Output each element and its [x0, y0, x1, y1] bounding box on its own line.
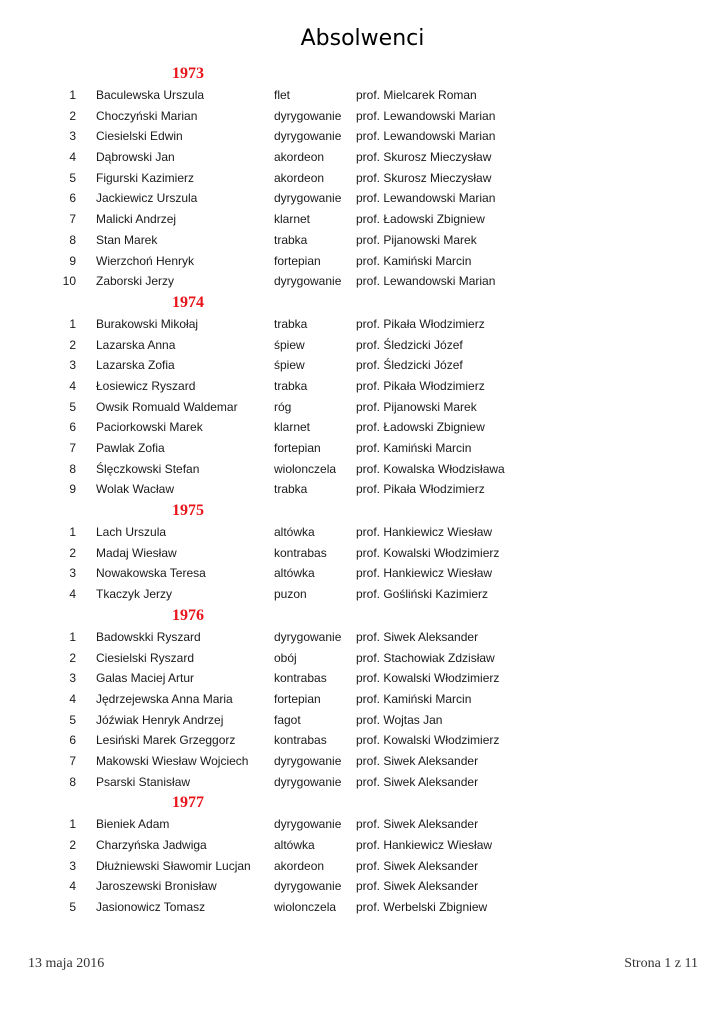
instrument: trabka — [274, 482, 308, 497]
graduate-name: Ślęczkowski Stefan — [96, 461, 200, 476]
instrument: śpiew — [274, 337, 305, 352]
professor: prof. Lewandowski Marian — [356, 191, 496, 206]
professor: prof. Siwek Aleksander — [356, 817, 479, 832]
instrument: fortepian — [274, 441, 321, 455]
professor: prof. Pijanowski Marek — [356, 232, 477, 247]
row-number: 2 — [69, 545, 76, 560]
instrument: dyrygowanie — [274, 108, 342, 123]
graduate-name: Wierzchoń Henryk — [96, 253, 195, 268]
instrument: dyrygowanie — [274, 817, 342, 832]
graduate-name: Madaj Wiesław — [96, 545, 177, 560]
row-number: 5 — [69, 712, 76, 727]
row-number: 5 — [69, 399, 76, 414]
instrument: fortepian — [274, 691, 321, 706]
graduate-row — [0, 271, 725, 292]
professor: prof. Hankiewicz Wiesław — [356, 566, 493, 581]
instrument: dyrygowanie — [274, 879, 342, 894]
professor: prof. Gośliński Kazimierz — [356, 587, 489, 602]
row-number: 3 — [69, 129, 76, 144]
row-number: 1 — [69, 629, 76, 644]
graduate-name: Bieniek Adam — [96, 817, 170, 832]
graduate-name: Dąbrowski Jan — [96, 150, 175, 165]
graduate-name: Malicki Andrzej — [96, 212, 177, 227]
professor: prof. Wojtas Jan — [356, 712, 443, 727]
row-number: 8 — [69, 461, 76, 476]
instrument: dyrygowanie — [274, 753, 342, 768]
instrument: dyrygowanie — [274, 774, 342, 789]
graduate-name: Owsik Romuald Waldemar — [96, 399, 238, 414]
graduate-row — [0, 584, 725, 605]
professor: prof. Śledzicki Józef — [356, 337, 463, 352]
row-number: 10 — [62, 274, 76, 289]
graduate-name: Zaborski Jerzy — [96, 274, 175, 289]
instrument: dyrygowanie — [274, 274, 342, 289]
row-number: 2 — [69, 108, 76, 123]
year-heading: 1976 — [172, 606, 204, 624]
professor: prof. Pikała Włodzimierz — [356, 378, 485, 393]
graduate-row — [0, 730, 725, 751]
professor: prof. Ładowski Zbigniew — [356, 212, 485, 227]
graduate-row — [0, 106, 725, 127]
graduate-row — [0, 627, 725, 648]
professor: prof. Kamiński Marcin — [356, 691, 472, 706]
graduate-row — [0, 876, 725, 897]
graduate-name: Jóźwiak Henryk Andrzej — [96, 712, 224, 727]
graduate-row — [0, 648, 725, 669]
row-number: 9 — [69, 482, 76, 497]
footer-page-number: Strona 1 z 11 — [624, 956, 698, 971]
instrument: kontrabas — [274, 733, 327, 748]
graduate-row — [0, 856, 725, 877]
row-number: 4 — [69, 879, 76, 894]
page-title: Absolwenci — [300, 26, 425, 51]
instrument: altówka — [274, 838, 315, 852]
graduate-name: Galas Maciej Artur — [96, 671, 195, 686]
row-number: 2 — [69, 650, 76, 665]
graduate-name: Jędrzejewska Anna Maria — [96, 691, 233, 706]
graduate-row — [0, 668, 725, 689]
row-number: 8 — [69, 774, 76, 789]
instrument: klarnet — [274, 212, 311, 227]
professor: prof. Hankiewicz Wiesław — [356, 838, 493, 852]
instrument: dyrygowanie — [274, 629, 342, 644]
row-number: 5 — [69, 170, 76, 185]
graduates-list — [0, 63, 725, 918]
graduate-name: Choczyński Marian — [96, 108, 198, 123]
graduate-name: Nowakowska Teresa — [96, 566, 206, 581]
graduate-row — [0, 417, 725, 438]
graduate-name: Wolak Wacław — [96, 482, 175, 497]
graduate-name: Badowskki Ryszard — [96, 629, 201, 644]
professor: prof. Stachowiak Zdzisław — [356, 650, 495, 665]
graduate-row — [0, 897, 725, 918]
graduate-name: Lazarska Zofia — [96, 358, 175, 373]
instrument: trabka — [274, 316, 308, 331]
graduate-row — [0, 188, 725, 209]
professor: prof. Ładowski Zbigniew — [356, 420, 485, 435]
row-number: 1 — [69, 316, 76, 331]
graduate-row — [0, 314, 725, 335]
instrument: fagot — [274, 712, 301, 727]
row-number: 2 — [69, 337, 76, 352]
professor: prof. Kamiński Marcin — [356, 253, 472, 268]
row-number: 4 — [69, 150, 76, 165]
instrument: wiolonczela — [274, 461, 337, 476]
graduate-row — [0, 376, 725, 397]
graduate-name: Figurski Kazimierz — [96, 170, 195, 185]
instrument: puzon — [274, 587, 307, 602]
row-number: 4 — [69, 378, 76, 393]
graduate-name: Lazarska Anna — [96, 337, 176, 352]
professor: prof. Siwek Aleksander — [356, 774, 479, 789]
row-number: 5 — [69, 900, 76, 915]
graduate-name: Ciesielski Edwin — [96, 129, 183, 144]
row-number: 3 — [69, 566, 76, 581]
professor: prof. Kowalski Włodzimierz — [356, 545, 500, 560]
graduate-row — [0, 543, 725, 564]
professor: prof. Hankiewicz Wiesław — [356, 525, 493, 540]
instrument: akordeon — [274, 150, 325, 165]
graduate-row — [0, 459, 725, 480]
row-number: 2 — [69, 838, 76, 852]
professor: prof. Śledzicki Józef — [356, 358, 463, 373]
instrument: akordeon — [274, 170, 325, 185]
professor: prof. Skurosz Mieczysław — [356, 150, 492, 165]
graduate-name: Pawlak Zofia — [96, 441, 165, 455]
row-number: 1 — [69, 88, 76, 102]
professor: prof. Kowalski Włodzimierz — [356, 733, 500, 748]
graduate-row — [0, 438, 725, 459]
graduate-row — [0, 835, 725, 856]
row-number: 6 — [69, 420, 76, 435]
graduate-name: Stan Marek — [96, 232, 158, 247]
graduate-row — [0, 689, 725, 710]
graduate-row — [0, 814, 725, 835]
instrument: trabka — [274, 378, 308, 393]
graduate-row — [0, 522, 725, 543]
graduate-name: Lesiński Marek Grzeggorz — [96, 733, 236, 748]
year-heading: 1977 — [172, 794, 204, 812]
professor: prof. Kowalska Włodzisława — [356, 461, 505, 476]
row-number: 7 — [69, 441, 76, 455]
graduate-row — [0, 209, 725, 230]
graduate-row — [0, 772, 725, 793]
professor: prof. Skurosz Mieczysław — [356, 170, 492, 185]
row-number: 4 — [69, 691, 76, 706]
graduate-name: Burakowski Mikołaj — [96, 316, 199, 331]
professor: prof. Lewandowski Marian — [356, 274, 496, 289]
graduate-row — [0, 230, 725, 251]
row-number: 9 — [69, 253, 76, 268]
graduate-row — [0, 335, 725, 356]
graduate-name: Paciorkowski Marek — [96, 420, 203, 435]
instrument: dyrygowanie — [274, 191, 342, 206]
instrument: wiolonczela — [274, 900, 337, 915]
graduate-name: Łosiewicz Ryszard — [96, 378, 196, 393]
row-number: 3 — [69, 671, 76, 686]
row-number: 1 — [69, 817, 76, 832]
graduate-row — [0, 751, 725, 772]
graduate-name: Jaroszewski Bronisław — [96, 879, 217, 894]
professor: prof. Mielcarek Roman — [356, 88, 477, 102]
professor: prof. Pikała Włodzimierz — [356, 482, 485, 497]
instrument: altówka — [274, 525, 315, 540]
instrument: klarnet — [274, 420, 311, 435]
year-heading: 1974 — [172, 293, 204, 311]
instrument: dyrygowanie — [274, 129, 342, 144]
professor: prof. Pijanowski Marek — [356, 399, 477, 414]
professor: prof. Kowalski Włodzimierz — [356, 671, 500, 686]
instrument: fortepian — [274, 253, 321, 268]
professor: prof. Lewandowski Marian — [356, 108, 496, 123]
graduate-row — [0, 126, 725, 147]
row-number: 4 — [69, 587, 76, 602]
instrument: obój — [274, 650, 297, 665]
year-heading: 1973 — [172, 65, 204, 82]
professor: prof. Werbelski Zbigniew — [356, 900, 488, 915]
graduate-row — [0, 479, 725, 500]
row-number: 6 — [69, 191, 76, 206]
graduate-name: Lach Urszula — [96, 525, 167, 540]
professor: prof. Kamiński Marcin — [356, 441, 472, 455]
graduate-name: Jackiewicz Urszula — [96, 191, 198, 206]
graduate-name: Baculewska Urszula — [96, 88, 205, 102]
instrument: akordeon — [274, 858, 325, 873]
graduate-name: Psarski Stanisław — [96, 774, 191, 789]
graduate-row — [0, 563, 725, 584]
professor: prof. Siwek Aleksander — [356, 879, 479, 894]
year-heading: 1975 — [172, 502, 204, 520]
professor: prof. Lewandowski Marian — [356, 129, 496, 144]
graduate-name: Ciesielski Ryszard — [96, 650, 195, 665]
graduate-row — [0, 251, 725, 272]
instrument: kontrabas — [274, 545, 327, 560]
graduate-name: Jasionowicz Tomasz — [96, 900, 206, 915]
graduate-name: Dłużniewski Sławomir Lucjan — [96, 858, 251, 873]
row-number: 7 — [69, 753, 76, 768]
instrument: kontrabas — [274, 671, 327, 686]
instrument: flet — [274, 88, 291, 102]
row-number: 6 — [69, 733, 76, 748]
row-number: 1 — [69, 525, 76, 540]
graduate-row — [0, 397, 725, 418]
graduate-name: Makowski Wiesław Wojciech — [96, 753, 249, 768]
row-number: 7 — [69, 212, 76, 227]
graduate-name: Tkaczyk Jerzy — [96, 587, 173, 602]
professor: prof. Siwek Aleksander — [356, 629, 479, 644]
graduate-row — [0, 85, 725, 106]
professor: prof. Pikała Włodzimierz — [356, 316, 485, 331]
graduate-row — [0, 355, 725, 376]
row-number: 3 — [69, 858, 76, 873]
professor: prof. Siwek Aleksander — [356, 858, 479, 873]
graduate-row — [0, 710, 725, 731]
graduate-name: Charzyńska Jadwiga — [96, 838, 207, 852]
graduate-row — [0, 168, 725, 189]
instrument: róg — [274, 399, 292, 414]
instrument: śpiew — [274, 358, 305, 373]
instrument: trabka — [274, 232, 308, 247]
graduate-row — [0, 147, 725, 168]
instrument: altówka — [274, 566, 315, 581]
professor: prof. Siwek Aleksander — [356, 753, 479, 768]
row-number: 3 — [69, 358, 76, 373]
row-number: 8 — [69, 232, 76, 247]
footer-date: 13 maja 2016 — [28, 956, 105, 971]
